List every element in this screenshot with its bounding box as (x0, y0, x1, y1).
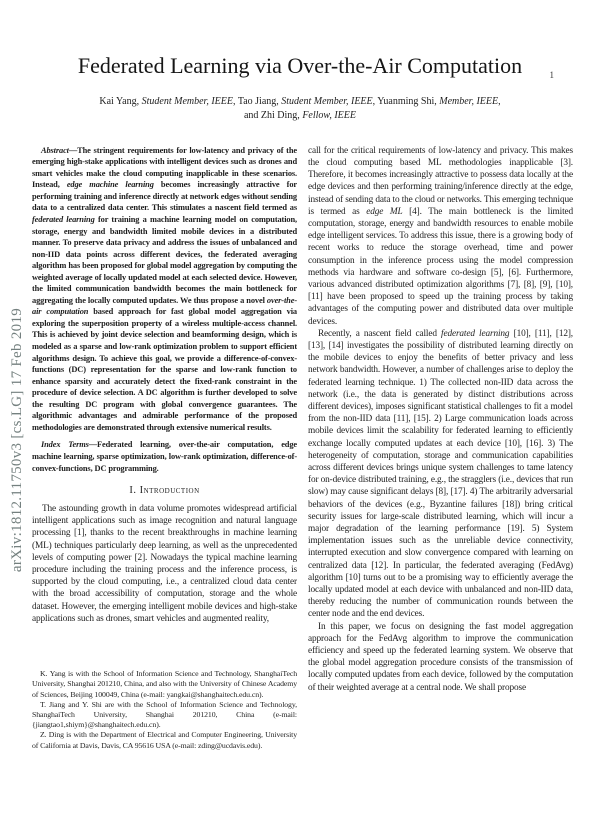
paper-title: Federated Learning via Over-the-Air Computation (77, 53, 523, 78)
footnote-kai-yang: K. Yang is with the School of Information Science and Technology, ShanghaiTech University, Shanghai 201210, China, and also with the University of Chinese Academy of Sciences, Beijing 100049, China (e-mail: yangkai@shanghaitech.edu.cn). (32, 669, 297, 699)
right-paragraph-2: Recently, a nascent field called federated learning [10], [11], [12], [13], [14] investigates the possibility of distributed learning directly on the mobile devices to enjoy the benefits of better privacy and less network bandwidth. However, a number of challenges arise to deploy the federated learning technique. 1) The collected non-IID data across the network (i.e., the data is generated by distinct distributions across different devices), imposes significant statistical challenges to fit a model from the non-IID data [11], [15]. 2) Large communication loads across mobile devices limit the scalability for federated learning to efficiently exchange locally computed updates at each device [10], [16]. 3) The heterogeneity of computation, storage and communication capabilities across different devices brings unique system challenges to tame latency for on-device distributed training, e.g., the stragglers (i.e., devices that run slow) may cause significant delays [8], [17]. 4) The arbitrarily adversarial behaviors of the devices (e.g., Byzantine failures [18]) bring critical security issues for large-scale distributed learning, which will incur a major degradation of the learning performance [19]. 5) System implementation issues such as the unreliable device connectivity, interrupted execution and slow convergence compared with learning on centralized data [12]. In particular, the federated averaging (FedAvg) algorithm [10] turns out to be a promising way to efficiently average the locally updated model at each device with unbalanced and non-IID data, thereby reducing the number of communication rounds between the center node and the end devices. (308, 328, 573, 620)
author-affiliations-footnote (32, 663, 297, 751)
author-block (0, 95, 600, 124)
abstract-paragraph: Abstract—The stringent requirements for low-latency and privacy of the emerging high-stake applications with intelligent devices such as drones and smart vehicles make the cloud computing inapplicable in these scenarios. Instead, edge machine learning becomes increasingly attractive for performing training and inference directly at network edges without sending data to a centralized data center. This stimulates a nascent field termed as federated learning for training a machine learning model on computation, storage, energy and bandwidth limited mobile devices in a distributed manner. To preserve data privacy and address the issues of unbalanced and non-IID data points across different devices, the federated averaging algorithm has been proposed for global model aggregation by computing the weighted average of locally updated model at each selected device. However, the limited communication bandwidth becomes the main bottleneck for aggregating the locally computed updates. We thus propose a novel over-the-air computation based approach for fast global model aggregation via exploring the superposition property of a wireless multiple-access channel. This is achieved by joint device selection and beamforming design, which is modeled as a sparse and low-rank optimization problem to support efficient algorithms design. To achieve this goal, we provide a difference-of-convex-functions (DC) representation for the sparse and low-rank function to enhance sparsity and accurately detect the fixed-rank constraint in the procedure of device selection. A DC algorithm is further developed to solve the resulting DC program with global convergence guarantees. The algorithmic advantages and admirable performance of the proposed methodologies are demonstrated through extensive numerical results. (32, 145, 297, 432)
section-heading-introduction: I. Introduction (129, 485, 200, 497)
index-terms-paragraph: Index Terms—Federated learning, over-the-air computation, edge machine learning, sparse optimization, low-rank optimization, difference-of-convex-functions, DC programming. (32, 440, 297, 473)
author-line-2: and Zhi Ding, Fellow, IEEE (243, 110, 356, 122)
footnote-zhi-ding: Z. Ding is with the Department of Electrical and Computer Engineering, University of California at Davis, Davis, CA 95616 USA (e-mail: zding@ucdavis.edu). (32, 730, 297, 750)
right-paragraph-3: In this paper, we focus on designing the fast model aggregation approach for the FedAvg algorithm to improve the communication efficiency and speed up the federated learning system. We observe that the global model aggregation procedure consists of the transmission of locally computed updates from each device, followed by the computation of their weighted average at a central node. We shall propose (308, 621, 573, 693)
right-column (308, 145, 573, 751)
page-number: 1 (549, 70, 554, 80)
author-line-1: Kai Yang, Student Member, IEEE, Tao Jiang, Student Member, IEEE, Yuanming Shi, Member, IEEE, (99, 95, 501, 107)
intro-paragraph: The astounding growth in data volume promotes widespread artificial intelligent applications such as image recognition and natural language processing [1], thanks to the recent breakthroughs in machine learning (ML) techniques particularly deep learning, as well as the unprecedented levels of computing power [2]. Nowadays the typical machine learning procedure including the training process and the inference process, is supported by the cloud computing, i.e., a centralized cloud data center with the broad accessibility of computation, storage and the whole dataset. However, the emerging intelligent mobile devices and high-stake applications such as drones, smart vehicles and augmented reality, (32, 504, 297, 624)
footnote-jiang-shi: T. Jiang and Y. Shi are with the School of Information Science and Technology, ShanghaiTech University, Shanghai 201210, China (e-mail: {jiangtao1,shiym}@shanghaitech.edu.cn). (32, 699, 297, 730)
two-column-body (0, 145, 600, 751)
left-column (32, 145, 297, 751)
arxiv-watermark: arXiv:1812.11750v3 [cs.LG] 17 Feb 2019 (9, 307, 25, 573)
right-paragraph-1: call for the critical requirements of low-latency and privacy. This makes the cloud computing based ML methodologies inapplicable [3]. Therefore, it becomes increasingly attractive to possess data locally at the edge devices and then performing training/inference directly at the edge, instead of sending data to the cloud or networks. This emerging technique is termed as edge ML [4]. The main bottleneck is the limited computation, storage, energy and bandwidth resources to enable mobile edge intelligent services. To address this issue, there is a growing body of recent works to reduce the storage overhead, time and power consumption in the inference process using the model compression methods via hardware and software co-design [5], [6]. Furthermore, various advanced distributed optimization algorithms [7], [8], [9], [10], [11] have been proposed to speed up the training process by taking advantages of the computing power and distributed data over multiple devices. (308, 145, 573, 327)
